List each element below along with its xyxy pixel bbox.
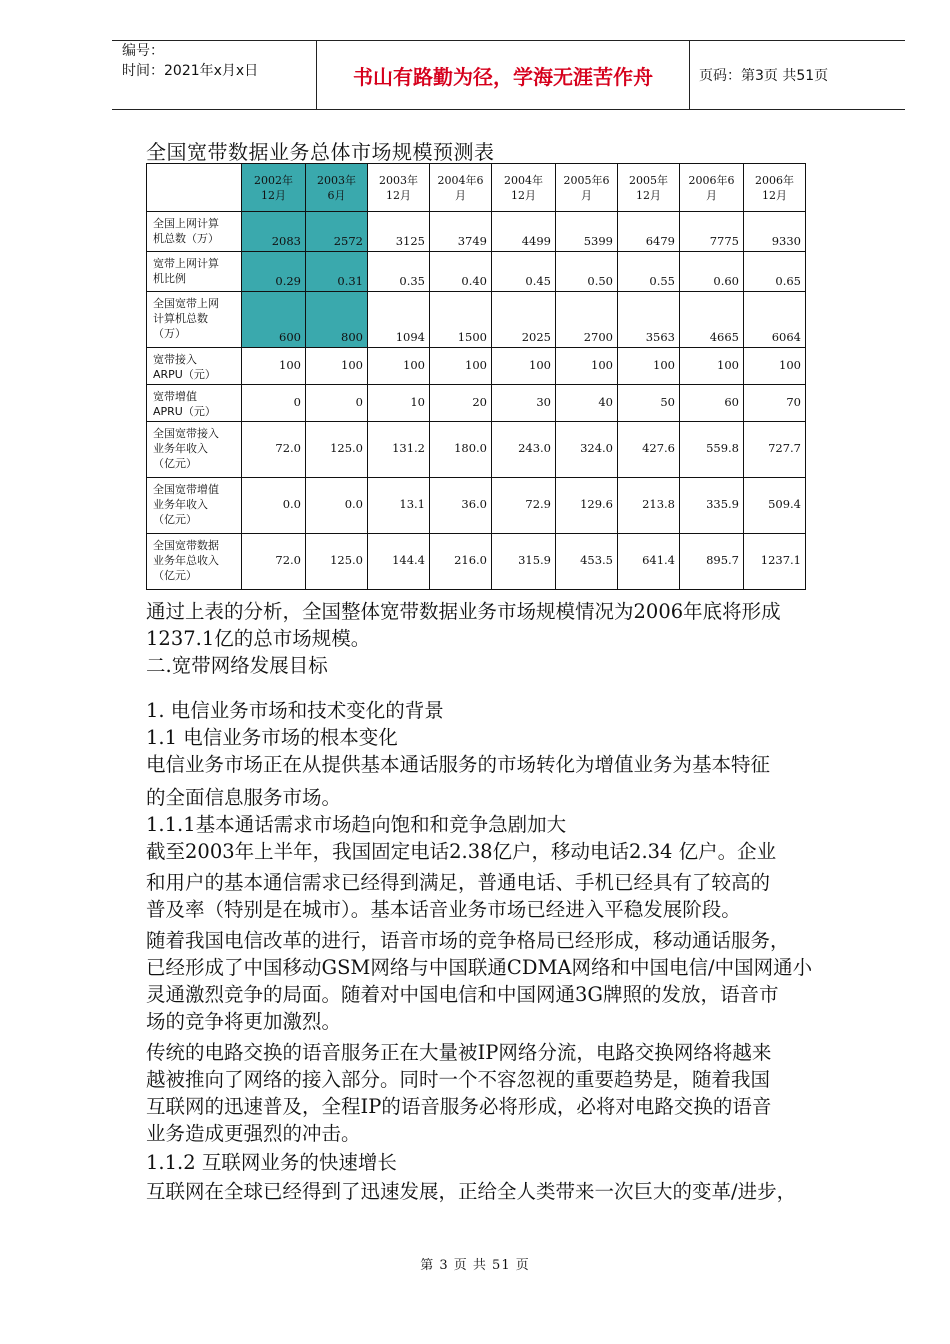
column-header: 2004年 12月 [492, 164, 556, 212]
body-line: 的全面信息服务市场。 [146, 786, 342, 809]
body-line: 普及率（特别是在城市）。基本话音业务市场已经进入平稳发展阶段。 [146, 898, 741, 921]
table-cell: 144.4 [368, 534, 430, 590]
body-line: 灵通激烈竞争的局面。随着对中国电信和中国网通3G牌照的发放，语音市 [146, 983, 779, 1006]
table-row [147, 534, 806, 590]
table-cell: 3749 [430, 212, 492, 252]
row-header: 全国宽带增值 业务年收入 （亿元） [147, 478, 242, 534]
table-cell: 0.31 [306, 252, 368, 292]
body-line: 和用户的基本通信需求已经得到满足，普通电话、手机已经具有了较高的 [146, 871, 771, 894]
row-header: 全国宽带上网 计算机总数 （万） [147, 292, 242, 348]
table-row [147, 478, 806, 534]
table-cell: 7775 [680, 212, 744, 252]
body-line: 1.1.2 互联网业务的快速增长 [146, 1151, 397, 1174]
table-cell: 641.4 [618, 534, 680, 590]
table-cell: 36.0 [430, 478, 492, 534]
table-cell: 72.0 [242, 534, 306, 590]
table-cell: 3563 [618, 292, 680, 348]
table-cell: 100 [430, 348, 492, 385]
table-cell: 20 [430, 385, 492, 422]
table-cell: 600 [242, 292, 306, 348]
column-header: 2002年 12月 [242, 164, 306, 212]
body-line: 业务造成更强烈的冲击。 [146, 1122, 361, 1145]
column-header: 2003年 6月 [306, 164, 368, 212]
table-cell: 335.9 [680, 478, 744, 534]
table-cell: 2700 [556, 292, 618, 348]
body-line: 传统的电路交换的语音服务正在大量被IP网络分流，电路交换网络将越来 [146, 1041, 772, 1064]
row-header: 全国上网计算 机总数（万） [147, 212, 242, 252]
body-line: 1237.1亿的总市场规模。 [146, 627, 371, 650]
table-row [147, 385, 806, 422]
table-row [147, 348, 806, 385]
row-header: 全国宽带数据 业务年总收入 （亿元） [147, 534, 242, 590]
table-cell: 0.45 [492, 252, 556, 292]
body-line: 互联网在全球已经得到了迅速发展，正给全人类带来一次巨大的变革/进步， [146, 1180, 797, 1203]
header-meta [112, 41, 316, 109]
table-cell: 125.0 [306, 422, 368, 478]
table-caption: 全国宽带数据业务总体市场规模预测表 [146, 140, 495, 164]
table-cell: 2083 [242, 212, 306, 252]
table-cell: 100 [242, 348, 306, 385]
table-cell: 125.0 [306, 534, 368, 590]
column-header: 2006年 12月 [744, 164, 806, 212]
table-row [147, 252, 806, 292]
body-line: 场的竞争将更加激烈。 [146, 1010, 342, 1033]
table-cell: 4499 [492, 212, 556, 252]
body-line: 截至2003年上半年，我国固定电话2.38亿户，移动电话2.34 亿户。企业 [146, 840, 777, 863]
table-cell: 100 [368, 348, 430, 385]
column-header: 2003年 12月 [368, 164, 430, 212]
column-header: 2005年 12月 [618, 164, 680, 212]
page-footer: 第 3 页 共 51 页 [420, 1258, 530, 1273]
table-cell: 0.40 [430, 252, 492, 292]
table-cell: 315.9 [492, 534, 556, 590]
body-line: 越被推向了网络的接入部分。同时一个不容忽视的重要趋势是，随着我国 [146, 1068, 771, 1091]
table-cell: 70 [744, 385, 806, 422]
table-cell: 509.4 [744, 478, 806, 534]
body-line: 1.1 电信业务市场的根本变化 [146, 726, 398, 749]
table-cell: 30 [492, 385, 556, 422]
table-cell: 1094 [368, 292, 430, 348]
body-line: 互联网的迅速普及，全程IP的语音服务必将形成，必将对电路交换的语音 [146, 1095, 772, 1118]
table-cell: 131.2 [368, 422, 430, 478]
table-cell: 895.7 [680, 534, 744, 590]
table-cell: 0.0 [242, 478, 306, 534]
table-cell: 100 [556, 348, 618, 385]
table-cell: 9330 [744, 212, 806, 252]
table-cell: 72.9 [492, 478, 556, 534]
body-line: 电信业务市场正在从提供基本通话服务的市场转化为增值业务为基本特征 [146, 753, 771, 776]
table-cell: 180.0 [430, 422, 492, 478]
table-header-row [147, 164, 806, 212]
row-header: 全国宽带接入 业务年收入 （亿元） [147, 422, 242, 478]
table-cell: 0.65 [744, 252, 806, 292]
body-line: 随着我国电信改革的进行，语音市场的竞争格局已经形成，移动通话服务， [146, 929, 790, 952]
body-line: 已经形成了中国移动GSM网络与中国联通CDMA网络和中国电信/中国网通小 [146, 956, 813, 979]
table-cell: 216.0 [430, 534, 492, 590]
body-line: 1.1.1基本通话需求市场趋向饱和和竞争急剧加大 [146, 813, 567, 836]
row-header: 宽带接入 ARPU（元） [147, 348, 242, 385]
table-cell: 0.35 [368, 252, 430, 292]
page-header [112, 40, 905, 110]
header-page-info: 页码：第3页 共51页 [699, 68, 829, 84]
table-cell: 727.7 [744, 422, 806, 478]
table-cell: 100 [618, 348, 680, 385]
table-cell: 5399 [556, 212, 618, 252]
table-cell: 2572 [306, 212, 368, 252]
forecast-table [146, 163, 806, 590]
row-header: 宽带增值 APRU（元） [147, 385, 242, 422]
table-cell: 1500 [430, 292, 492, 348]
table-cell: 60 [680, 385, 744, 422]
table-cell: 453.5 [556, 534, 618, 590]
table-cell: 243.0 [492, 422, 556, 478]
table-cell: 324.0 [556, 422, 618, 478]
table-cell: 0 [242, 385, 306, 422]
table-cell: 4665 [680, 292, 744, 348]
header-number: 编号： [122, 43, 164, 59]
header-motto: 书山有路勤为径，学海无涯苦作舟 [316, 41, 690, 109]
table-cell: 0 [306, 385, 368, 422]
table-cell: 213.8 [618, 478, 680, 534]
table-cell: 6064 [744, 292, 806, 348]
table-cell: 559.8 [680, 422, 744, 478]
table-row [147, 422, 806, 478]
table-cell: 40 [556, 385, 618, 422]
table-row [147, 212, 806, 252]
column-header: 2004年6 月 [430, 164, 492, 212]
table-cell: 100 [306, 348, 368, 385]
table-cell: 2025 [492, 292, 556, 348]
body-line: 通过上表的分析，全国整体宽带数据业务市场规模情况为2006年底将形成 [146, 600, 781, 623]
row-header: 宽带上网计算 机比例 [147, 252, 242, 292]
table-cell: 0.0 [306, 478, 368, 534]
table-cell: 6479 [618, 212, 680, 252]
corner-cell [147, 164, 242, 212]
table-row [147, 292, 806, 348]
header-time: 时间：2021年x月x日 [122, 63, 259, 79]
table-cell: 100 [492, 348, 556, 385]
body-line: 二.宽带网络发展目标 [146, 654, 328, 677]
table-cell: 0.50 [556, 252, 618, 292]
table-cell: 427.6 [618, 422, 680, 478]
table-cell: 100 [680, 348, 744, 385]
table-cell: 800 [306, 292, 368, 348]
table-cell: 0.55 [618, 252, 680, 292]
table-cell: 0.60 [680, 252, 744, 292]
table-cell: 0.29 [242, 252, 306, 292]
table-cell: 1237.1 [744, 534, 806, 590]
column-header: 2006年6 月 [680, 164, 744, 212]
column-header: 2005年6 月 [556, 164, 618, 212]
table-cell: 3125 [368, 212, 430, 252]
table-cell: 10 [368, 385, 430, 422]
table-cell: 72.0 [242, 422, 306, 478]
table-cell: 13.1 [368, 478, 430, 534]
table-cell: 129.6 [556, 478, 618, 534]
table-cell: 50 [618, 385, 680, 422]
body-line: 1. 电信业务市场和技术变化的背景 [146, 699, 444, 722]
table-cell: 100 [744, 348, 806, 385]
